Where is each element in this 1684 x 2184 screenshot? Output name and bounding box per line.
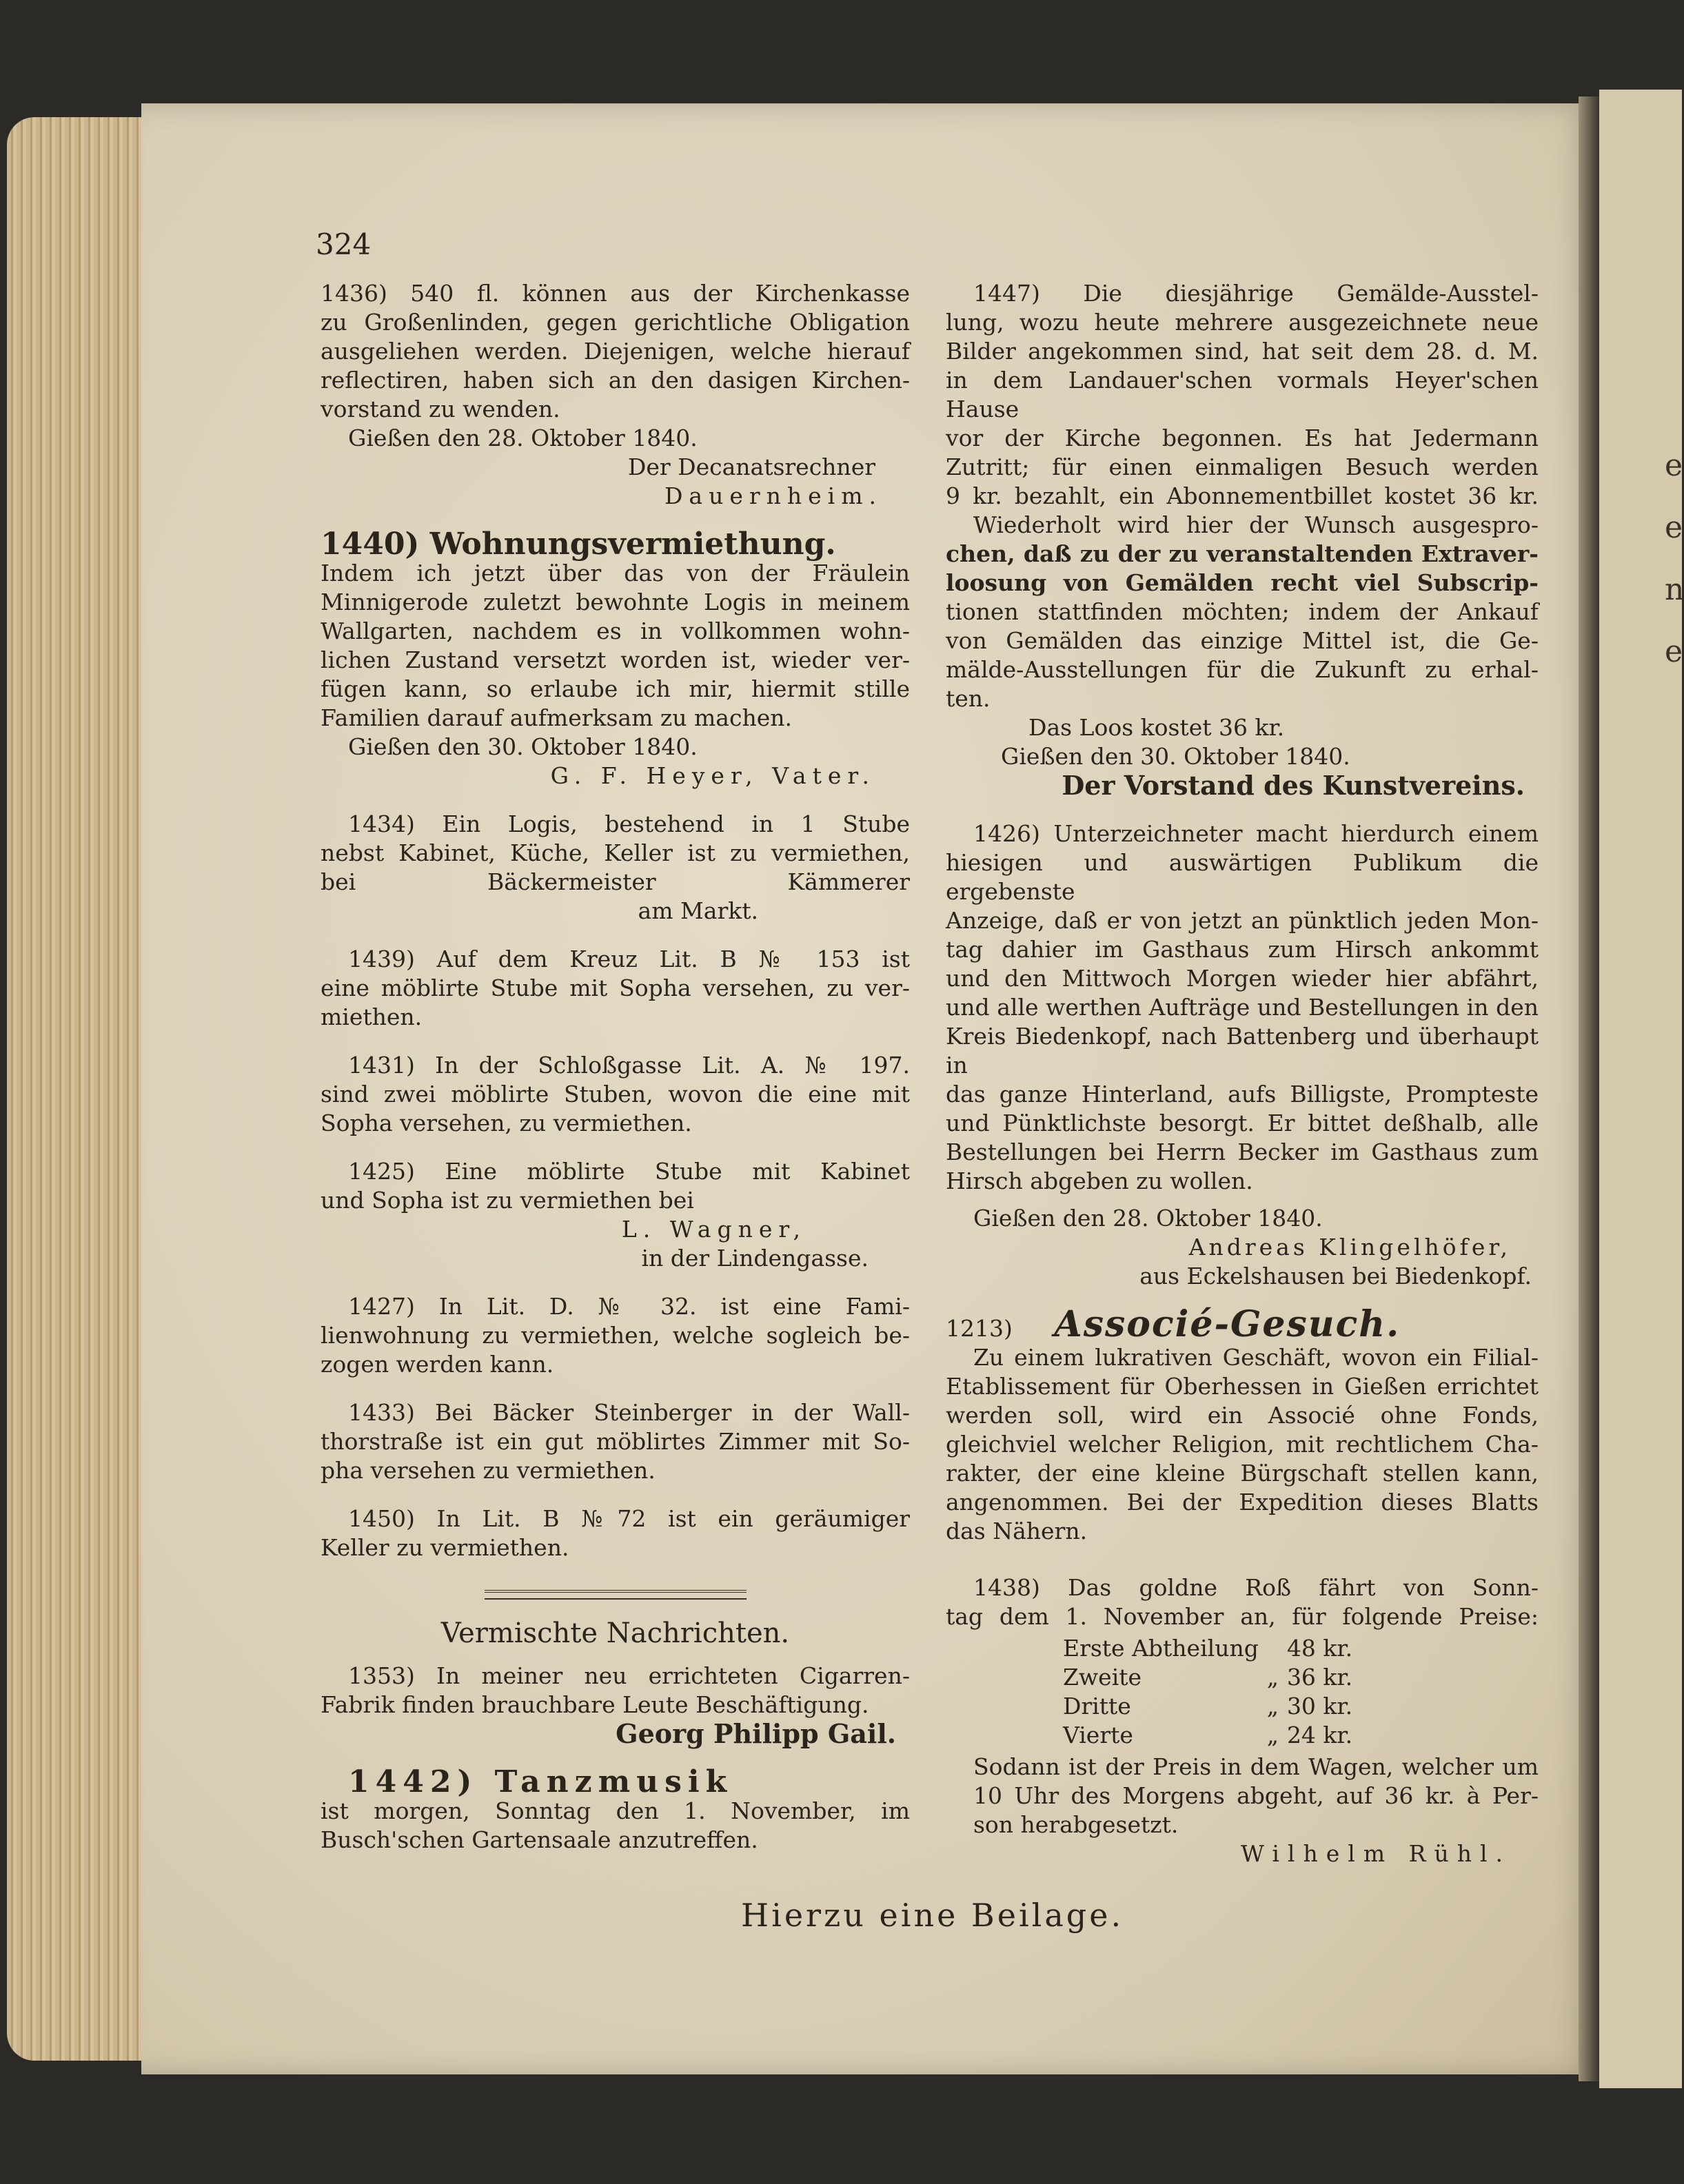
price-class: Zweite (1063, 1664, 1142, 1691)
notice-line: loosung von Gemälden recht viel Subscrip- (946, 569, 1539, 596)
notice-line: 1439) Auf dem Kreuz Lit. B № 153 ist (348, 946, 910, 972)
notice-line: von Gemälden das einzige Mittel ist, die Ge- (946, 627, 1539, 654)
next-page-fragment: e (1665, 448, 1683, 483)
price-ditto: „ (1266, 1693, 1279, 1719)
notice-line: 1426) Unterzeichneter macht hierdurch einem (973, 820, 1539, 847)
notice-1447 (946, 279, 1539, 800)
notice-line: nebst Kabinet, Küche, Keller ist zu vermiethen, (321, 839, 910, 866)
notice-line: Zutritt; für einen einmaligen Besuch werden (946, 453, 1539, 480)
notice-heading: 1442) Tanzmusik (348, 1764, 733, 1799)
notice-line: ten. (946, 685, 991, 712)
price-class: Dritte (1063, 1693, 1131, 1719)
notice-line: zu Großenlinden, gegen gerichtliche Obligation (321, 309, 910, 336)
notice-line: und Pünktlichste besorgt. Er bittet deßhalb, alle (946, 1110, 1539, 1136)
notice-1440 (321, 527, 910, 790)
notice-line: vor der Kirche begonnen. Es hat Jedermann (946, 425, 1539, 451)
notice-line: tag dahier im Gasthaus zum Hirsch ankommt (946, 936, 1539, 963)
price-ditto: „ (1266, 1664, 1279, 1691)
notice-1353 (321, 1662, 910, 1748)
notice-1426 (946, 819, 1539, 1291)
notice-line: 1436) 540 fl. können aus der Kirchenkasse (321, 280, 910, 307)
notice-signature: G. F. Heyer, Vater. (550, 762, 875, 789)
notice-line: reflectiren, haben sich an den dasigen Kirchen- (321, 367, 910, 394)
notice-1433 (321, 1398, 910, 1485)
notice-line: 1425) Eine möblirte Stube mit Kabinet (348, 1158, 910, 1185)
notice-line: 1438) Das goldne Roß fährt von Sonn- (973, 1574, 1539, 1601)
notice-signature: Dauernheim. (664, 482, 882, 509)
notice-line: tag dem 1. November an, für folgende Preise: (946, 1603, 1539, 1630)
notice-line: und den Mittwoch Morgen wieder hier abfährt, (946, 965, 1539, 992)
notice-line: und alle werthen Aufträge und Bestellungen in den (946, 994, 1539, 1021)
notice-line: tionen stattfinden möchten; indem der Ankauf (946, 598, 1539, 625)
price-value: 30 kr. (1286, 1693, 1353, 1719)
notice-signature: am Markt. (638, 897, 758, 924)
notice-line: lienwohnung zu vermiethen, welche sogleich be- (321, 1322, 910, 1349)
notice-1431 (321, 1051, 910, 1138)
notice-1427 (321, 1292, 910, 1379)
notice-line: vorstand zu wenden. (321, 396, 560, 422)
price-value: 36 kr. (1286, 1664, 1353, 1691)
price-class: Vierte (1063, 1722, 1133, 1748)
notice-line: 10 Uhr des Morgens abgeht, auf 36 kr. à Per- (973, 1782, 1539, 1809)
next-page-fragment: e (1665, 634, 1683, 669)
book-gutter (1579, 96, 1599, 2081)
notice-line: Bestellungen bei Herrn Becker im Gasthaus zum (946, 1139, 1539, 1165)
price-row (1063, 1634, 1361, 1663)
notice-signature: Georg Philipp Gail. (616, 1718, 896, 1749)
notice-heading: 1440) Wohnungsvermiethung. (321, 527, 836, 562)
notice-line: 1450) In Lit. B №72 ist ein geräumiger (348, 1505, 910, 1532)
notice-1439 (321, 945, 910, 1032)
notice-line: Kreis Biedenkopf, nach Battenberg und überhaupt in (946, 1023, 1539, 1079)
notice-line: 1431) In der Schloßgasse Lit. A. № 197. (348, 1052, 910, 1079)
notice-signature: in der Lindengasse. (641, 1245, 869, 1272)
price-ditto (1267, 1634, 1287, 1663)
notice-line: Wallgarten, nachdem es in vollkommen wohn- (321, 618, 910, 644)
next-page-fragment: n (1665, 572, 1684, 607)
notice-line: Hirsch abgeben zu wollen. (946, 1167, 1253, 1194)
notice-line: Etablissement für Oberhessen in Gießen errichtet (946, 1373, 1539, 1400)
notice-line: Sopha versehen, zu vermiethen. (321, 1110, 692, 1136)
section-divider (485, 1590, 747, 1600)
notice-line: Keller zu vermiethen. (321, 1534, 569, 1561)
section-heading: Vermischte Nachrichten. (440, 1617, 790, 1649)
notice-line: Zu einem lukrativen Geschäft, wovon ein Filial- (973, 1344, 1539, 1371)
notice-line: und Sopha ist zu vermiethen bei (321, 1187, 694, 1214)
notice-line: 1353) In meiner neu errichteten Cigarren- (348, 1662, 910, 1689)
price-ditto: „ (1266, 1722, 1279, 1748)
notice-line: rakter, der eine kleine Bürgschaft stellen kann, (946, 1460, 1539, 1487)
notice-line: chen, daß zu der zu veranstaltenden Extraver- (946, 540, 1539, 567)
notice-line: Indem ich jetzt über das von der Fräulein (321, 560, 910, 586)
notice-line: pha versehen zu vermiethen. (321, 1457, 656, 1484)
notice-line: das ganze Hinterland, aufs Billigste, Prompteste (946, 1081, 1539, 1108)
notice-line: Das Loos kostet 36 kr. (1028, 714, 1285, 741)
price-value: 48 kr. (1286, 1635, 1353, 1662)
price-value: 24 kr. (1286, 1722, 1353, 1748)
notice-signature: Der Decanatsrechner (627, 453, 875, 480)
next-page-edge (1599, 90, 1682, 2088)
notice-line: lichen Zustand versetzt worden ist, wieder ver- (321, 646, 910, 673)
notice-number: 1213) (946, 1315, 1013, 1342)
notice-line: Familien darauf aufmerksam zu machen. (321, 704, 792, 731)
notice-line: in dem Landauer'schen vormals Heyer'schen Hause (946, 367, 1539, 422)
notice-signature: Der Vorstand des Kunstvereins. (1062, 770, 1525, 801)
notice-signature: aus Eckelshausen bei Biedenkopf. (1139, 1263, 1532, 1289)
notice-1213 (946, 1303, 1539, 1546)
notice-date: Gießen den 30. Oktober 1840. (1001, 743, 1350, 770)
notice-line: Sodann ist der Preis in dem Wagen, welcher um (973, 1753, 1539, 1780)
notice-line: werden soll, wird ein Associé ohne Fonds, (946, 1402, 1539, 1429)
price-class: Erste Abtheilung (1063, 1635, 1259, 1662)
notice-line: ausgeliehen werden. Diejenigen, welche hierauf (321, 338, 910, 365)
notice-line: das Nähern. (946, 1518, 1088, 1544)
price-row (1063, 1692, 1361, 1721)
notice-line: fügen kann, so erlaube ich mir, hiermit stille (321, 675, 910, 702)
notice-date: Gießen den 30. Oktober 1840. (348, 733, 698, 760)
notice-signature: L. Wagner, (621, 1216, 807, 1243)
notice-line: ist morgen, Sonntag den 1. November, im (321, 1797, 910, 1824)
notice-line: lung, wozu heute mehrere ausgezeichnete neue (946, 309, 1539, 336)
notice-1434 (321, 810, 910, 926)
notice-line: 1434) Ein Logis, bestehend in 1 Stube (348, 810, 910, 837)
notice-line: Anzeige, daß er von jetzt an pünktlich jeden Mon- (946, 907, 1539, 934)
notice-line: thorstraße ist ein gut möblirtes Zimmer mit So- (321, 1428, 910, 1455)
notice-line: son herabgesetzt. (973, 1811, 1179, 1838)
right-column (946, 279, 1539, 1888)
page-number: 324 (316, 227, 372, 261)
notice-line: eine möblirte Stube mit Sopha versehen, zu ver- (321, 974, 910, 1001)
notice-line: 1447) Die diesjährige Gemälde-Ausstel- (973, 280, 1539, 307)
notice-1438 (946, 1573, 1539, 1868)
notice-line: sind zwei möblirte Stuben, wovon die eine mit (321, 1081, 910, 1108)
notice-1425 (321, 1157, 910, 1273)
notice-line: Fabrik finden brauchbare Leute Beschäftigung. (321, 1691, 869, 1718)
notice-line: gleichviel welcher Religion, mit rechtlichem Cha- (946, 1431, 1539, 1458)
notice-line: mälde-Ausstellungen für die Zukunft zu erhal- (946, 656, 1539, 683)
notice-line: Wiederholt wird hier der Wunsch ausgespro- (973, 511, 1539, 538)
notice-1436 (321, 279, 910, 511)
notice-line: miethen. (321, 1003, 423, 1030)
notice-line: 1427) In Lit. D. № 32. ist eine Fami- (348, 1293, 910, 1320)
notice-line: bei Bäckermeister Kämmerer (321, 868, 910, 895)
notice-heading: Associé-Gesuch. (1054, 1303, 1401, 1345)
notice-1450 (321, 1504, 910, 1562)
notice-line: Bilder angekommen sind, hat seit dem 28. d. M. (946, 338, 1539, 365)
supplement-note: Hierzu eine Beilage. (741, 1897, 1124, 1934)
notice-date: Gießen den 28. Oktober 1840. (973, 1205, 1323, 1232)
notice-line: zogen werden kann. (321, 1351, 554, 1378)
notice-line: Busch'schen Gartensaale anzutreffen. (321, 1826, 758, 1853)
price-row (1063, 1663, 1361, 1692)
notice-signature: Andreas Klingelhöfer, (1188, 1234, 1511, 1261)
notice-line: 9 kr. bezahlt, ein Abonnementbillet kostet 36 kr. (946, 482, 1539, 509)
price-row (1063, 1721, 1361, 1750)
notice-line: Minnigerode zuletzt bewohnte Logis in meinem (321, 589, 910, 615)
next-page-fragment: e (1665, 510, 1683, 545)
price-table (1063, 1634, 1361, 1750)
left-column (321, 279, 910, 1874)
notice-signature: Wilhelm Rühl. (1241, 1840, 1511, 1867)
notice-line: hiesigen und auswärtigen Publikum die ergebenste (946, 849, 1539, 905)
notice-line: angenommen. Bei der Expedition dieses Blatts (946, 1489, 1539, 1515)
notice-1442 (321, 1764, 910, 1855)
notice-line: 1433) Bei Bäcker Steinberger in der Wall- (348, 1399, 910, 1426)
notice-date: Gießen den 28. Oktober 1840. (348, 425, 698, 451)
